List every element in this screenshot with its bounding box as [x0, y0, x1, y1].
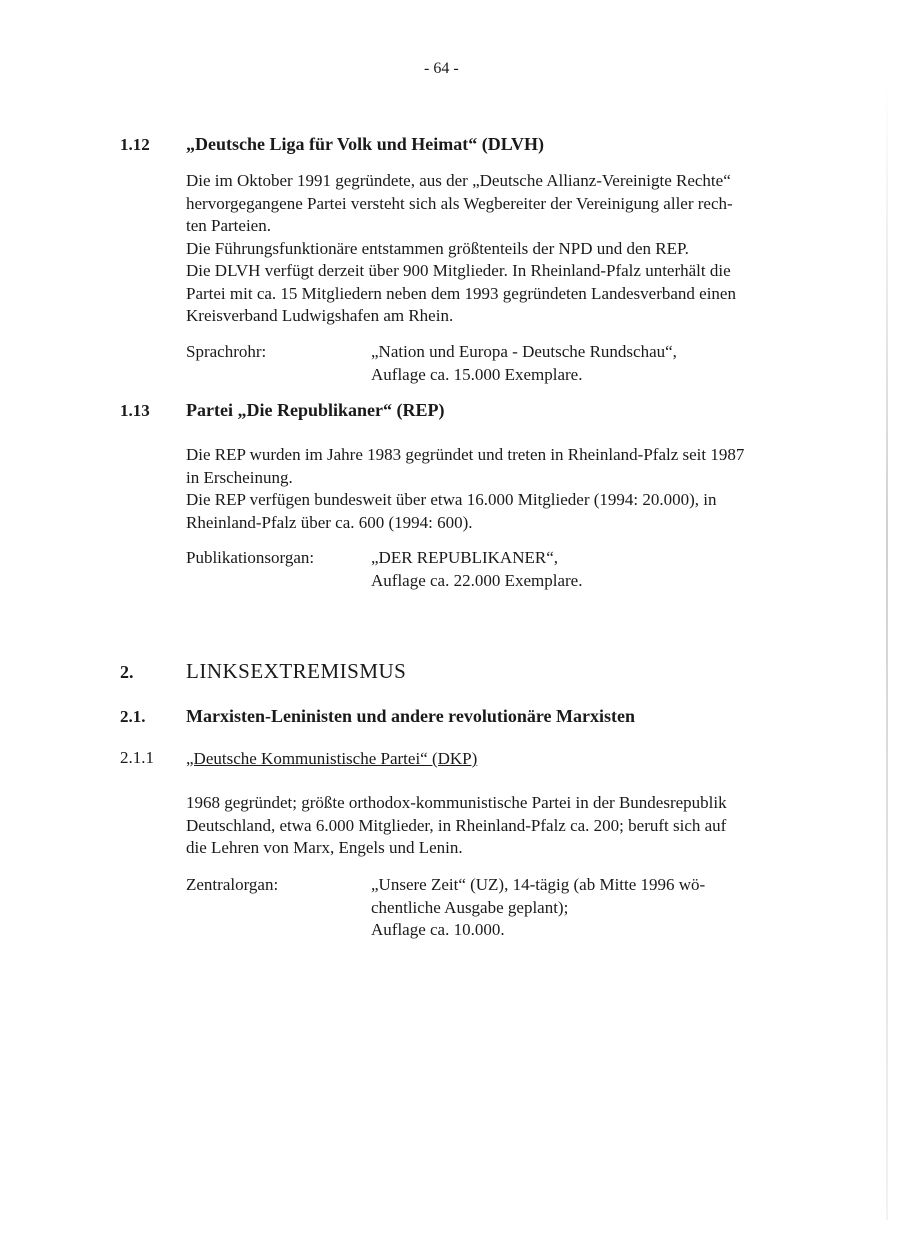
section-number-2: 2.	[120, 662, 134, 682]
text-line: Partei mit ca. 15 Mitgliedern neben dem 1993 gegründeten Landesverband einen	[186, 283, 736, 303]
text-line: Deutschland, etwa 6.000 Mitglieder, in Rheinland-Pfalz ca. 200; beruft sich auf	[186, 815, 727, 835]
rep-paragraph	[186, 444, 786, 534]
text-line: „Unsere Zeit“ (UZ), 14-tägig (ab Mitte 1996 wö-	[371, 875, 706, 894]
publikationsorgan-value	[371, 547, 582, 592]
text-line: hervorgegangene Partei versteht sich als Wegbereiter der Vereinigung aller rech-	[186, 193, 733, 213]
dlvh-paragraph	[186, 170, 786, 328]
text-line: Die REP wurden im Jahre 1983 gegründet und treten in Rheinland-Pfalz seit 1987	[186, 445, 745, 464]
text-line: 1968 gegründet; größte orthodox-kommunistische Partei in der Bundesrepublik	[186, 793, 727, 812]
text-line: Auflage ca. 10.000.	[371, 920, 505, 939]
scan-edge-shadow	[886, 80, 888, 1220]
section-heading-dlvh: „Deutsche Liga für Volk und Heimat“ (DLVH)	[186, 134, 545, 154]
sprachrohr-label: Sprachrohr:	[186, 342, 267, 361]
text-line: chentliche Ausgabe geplant);	[371, 897, 569, 917]
text-line: die Lehren von Marx, Engels und Lenin.	[186, 838, 463, 857]
text-line: Auflage ca. 22.000 Exemplare.	[371, 570, 583, 590]
publikationsorgan-label: Publikationsorgan:	[186, 548, 315, 567]
dkp-paragraph	[186, 792, 786, 860]
text-line: Rheinland-Pfalz über ca. 600 (1994: 600).	[186, 512, 473, 532]
section-number-2-1-1: 2.1.1	[120, 748, 154, 767]
section-number-2-1: 2.1.	[120, 707, 146, 726]
text-line: Die DLVH verfügt derzeit über 900 Mitglieder. In Rheinland-Pfalz unterhält die	[186, 261, 731, 280]
text-line: Die REP verfügen bundesweit über etwa 16.000 Mitglieder (1994: 20.000), in	[186, 490, 717, 509]
text-line: Auflage ca. 15.000 Exemplare.	[371, 364, 583, 384]
section-heading-linksextremismus: LINKSEXTREMISMUS	[186, 659, 407, 683]
text-line: Kreisverband Ludwigshafen am Rhein.	[186, 306, 454, 325]
text-line: „DER REPUBLIKANER“,	[371, 548, 558, 567]
text-line: ten Parteien.	[186, 216, 271, 235]
section-number-1-12: 1.12	[120, 135, 150, 154]
section-heading-marxisten: Marxisten-Leninisten und andere revolutionäre Marxisten	[186, 706, 635, 726]
sprachrohr-value	[371, 341, 677, 386]
section-heading-rep: Partei „Die Republikaner“ (REP)	[186, 400, 445, 420]
text-line: in Erscheinung.	[186, 467, 293, 487]
zentralorgan-value	[371, 874, 705, 942]
page-number: - 64 -	[424, 60, 459, 77]
zentralorgan-label: Zentralorgan:	[186, 875, 279, 894]
text-line: Die im Oktober 1991 gegründete, aus der „Deutsche Allianz-Vereinigte Rechte“	[186, 171, 731, 190]
text-line: „Nation und Europa - Deutsche Rundschau“,	[371, 342, 677, 361]
section-heading-dkp: „Deutsche Kommunistische Partei“ (DKP)	[186, 749, 478, 768]
section-number-1-13: 1.13	[120, 401, 150, 420]
text-line: Die Führungsfunktionäre entstammen größtenteils der NPD und den REP.	[186, 238, 689, 258]
